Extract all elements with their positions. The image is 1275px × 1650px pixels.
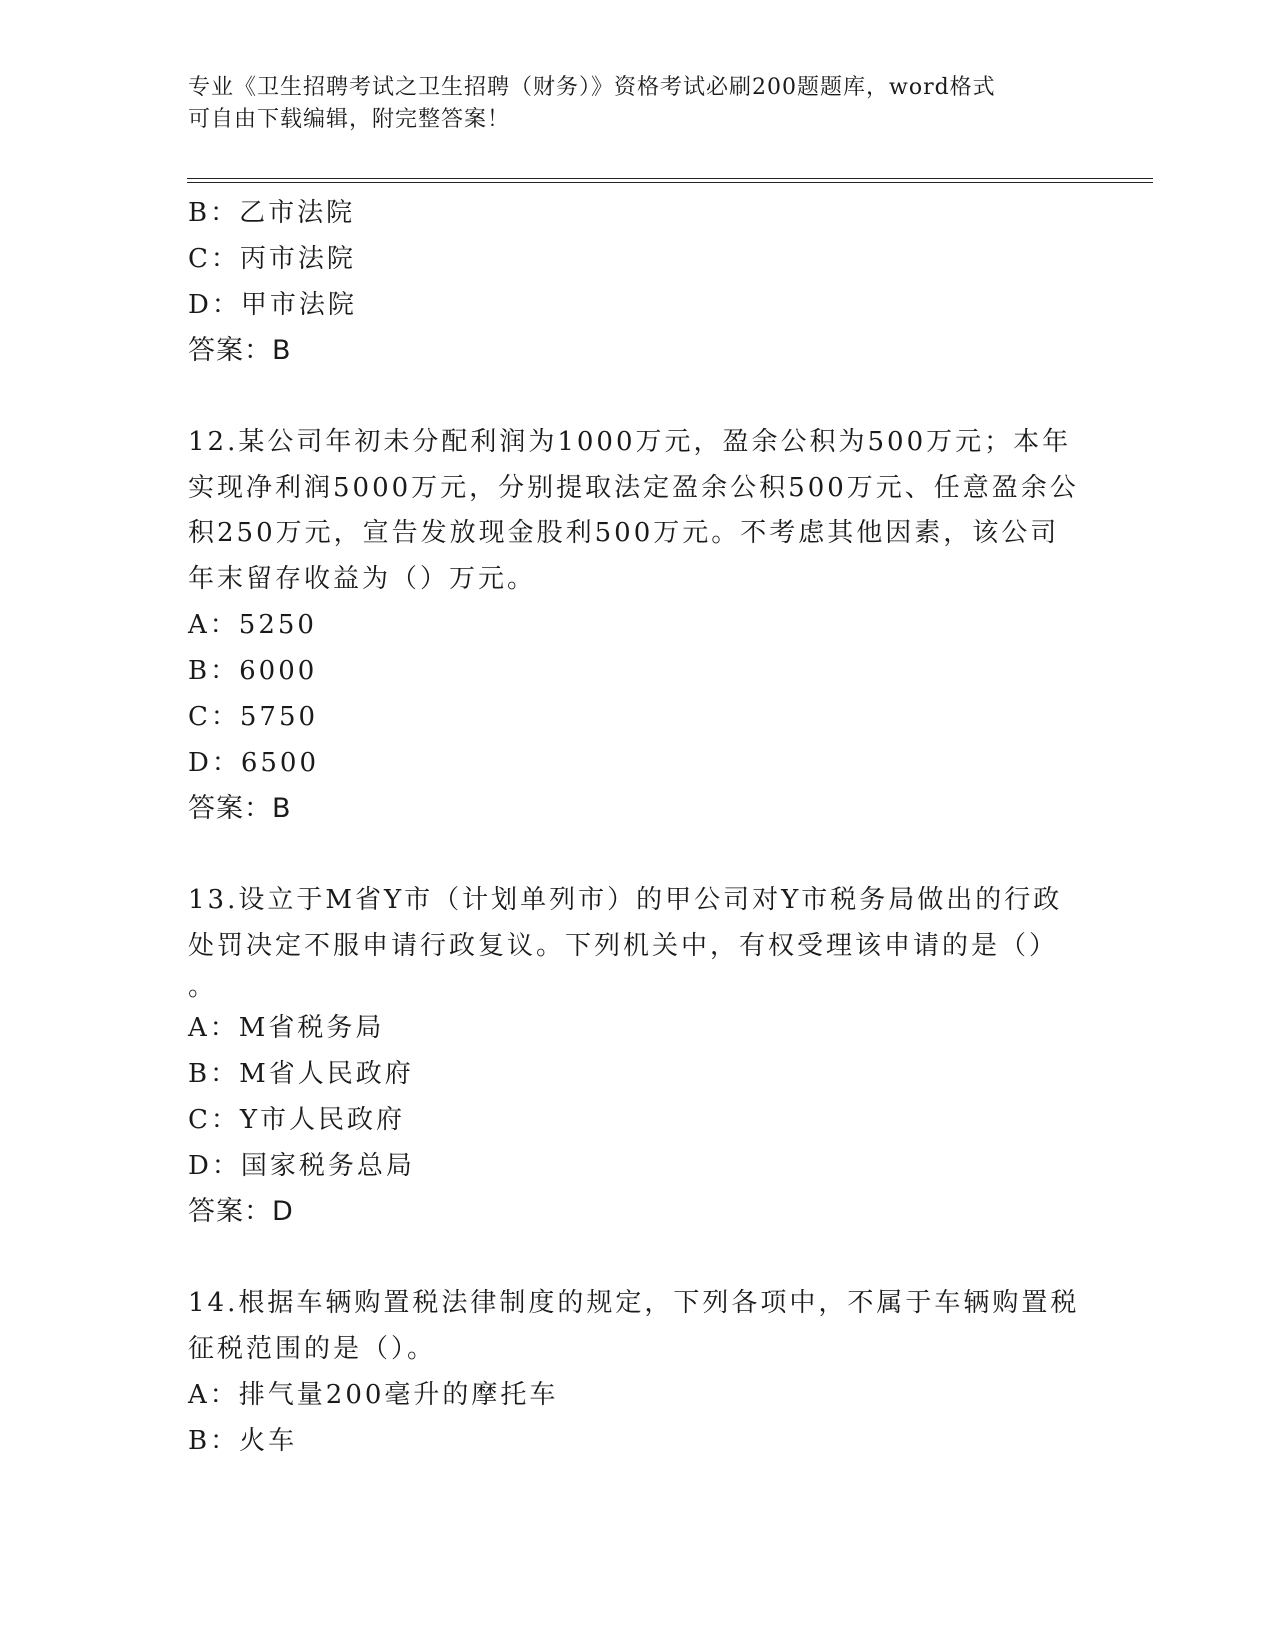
question-stem-line: 征税范围的是（）。 bbox=[188, 1333, 437, 1364]
question-11 bbox=[188, 190, 1068, 374]
question-12 bbox=[188, 420, 1079, 832]
option-d: D：国家税务总局 bbox=[188, 1151, 415, 1181]
spacer bbox=[188, 832, 1068, 878]
option-c: C：丙市法院 bbox=[188, 244, 356, 274]
question-stem-line: 积250万元，宣告发放现金股利500万元。不考虑其他因素，该公司 bbox=[188, 518, 1060, 548]
option-d: D：甲市法院 bbox=[188, 290, 357, 320]
option-a: A：M省税务局 bbox=[188, 1013, 385, 1043]
header-title-line-2: 可自由下载编辑，附完整答案！ bbox=[188, 107, 511, 132]
question-stem-line: 年末留存收益为（）万元。 bbox=[188, 563, 537, 594]
option-c: C：5750 bbox=[188, 702, 319, 732]
answer-line: 答案：B bbox=[188, 793, 292, 824]
question-14 bbox=[188, 1281, 1080, 1464]
question-stem-line: 14.根据车辆购置税法律制度的规定，下列各项中，不属于车辆购置税 bbox=[188, 1288, 1080, 1318]
option-b: B：6000 bbox=[188, 656, 318, 686]
header-title-line-1: 专业《卫生招聘考试之卫生招聘（财务）》资格考试必刷200题题库，word格式 bbox=[188, 75, 996, 100]
answer-line: 答案：B bbox=[188, 335, 292, 366]
option-d: D：6500 bbox=[188, 748, 320, 778]
option-b: B：火车 bbox=[188, 1426, 298, 1456]
spacer bbox=[188, 1235, 1068, 1281]
option-b: B：M省人民政府 bbox=[188, 1059, 414, 1089]
spacer bbox=[188, 374, 1068, 420]
question-13 bbox=[188, 878, 1068, 1235]
question-stem-line: 。 bbox=[188, 972, 218, 1002]
question-list bbox=[188, 190, 1080, 1464]
document-header bbox=[188, 72, 1068, 136]
option-c: C：Y市人民政府 bbox=[188, 1105, 406, 1135]
option-a: A：排气量200毫升的摩托车 bbox=[188, 1380, 559, 1410]
option-a: A：5250 bbox=[188, 610, 317, 640]
question-stem-line: 12.某公司年初未分配利润为1000万元，盈余公积为500万元；本年 bbox=[188, 427, 1072, 457]
header-divider bbox=[187, 178, 1153, 183]
answer-line: 答案：D bbox=[188, 1196, 294, 1227]
question-stem-line: 13.设立于M省Y市（计划单列市）的甲公司对Y市税务局做出的行政 bbox=[188, 885, 1063, 915]
option-b: B：乙市法院 bbox=[188, 198, 356, 228]
question-stem-line: 实现净利润5000万元，分别提取法定盈余公积500万元、任意盈余公 bbox=[188, 472, 1079, 503]
question-stem-line: 处罚决定不服申请行政复议。下列机关中，有权受理该申请的是（） bbox=[188, 930, 1059, 961]
